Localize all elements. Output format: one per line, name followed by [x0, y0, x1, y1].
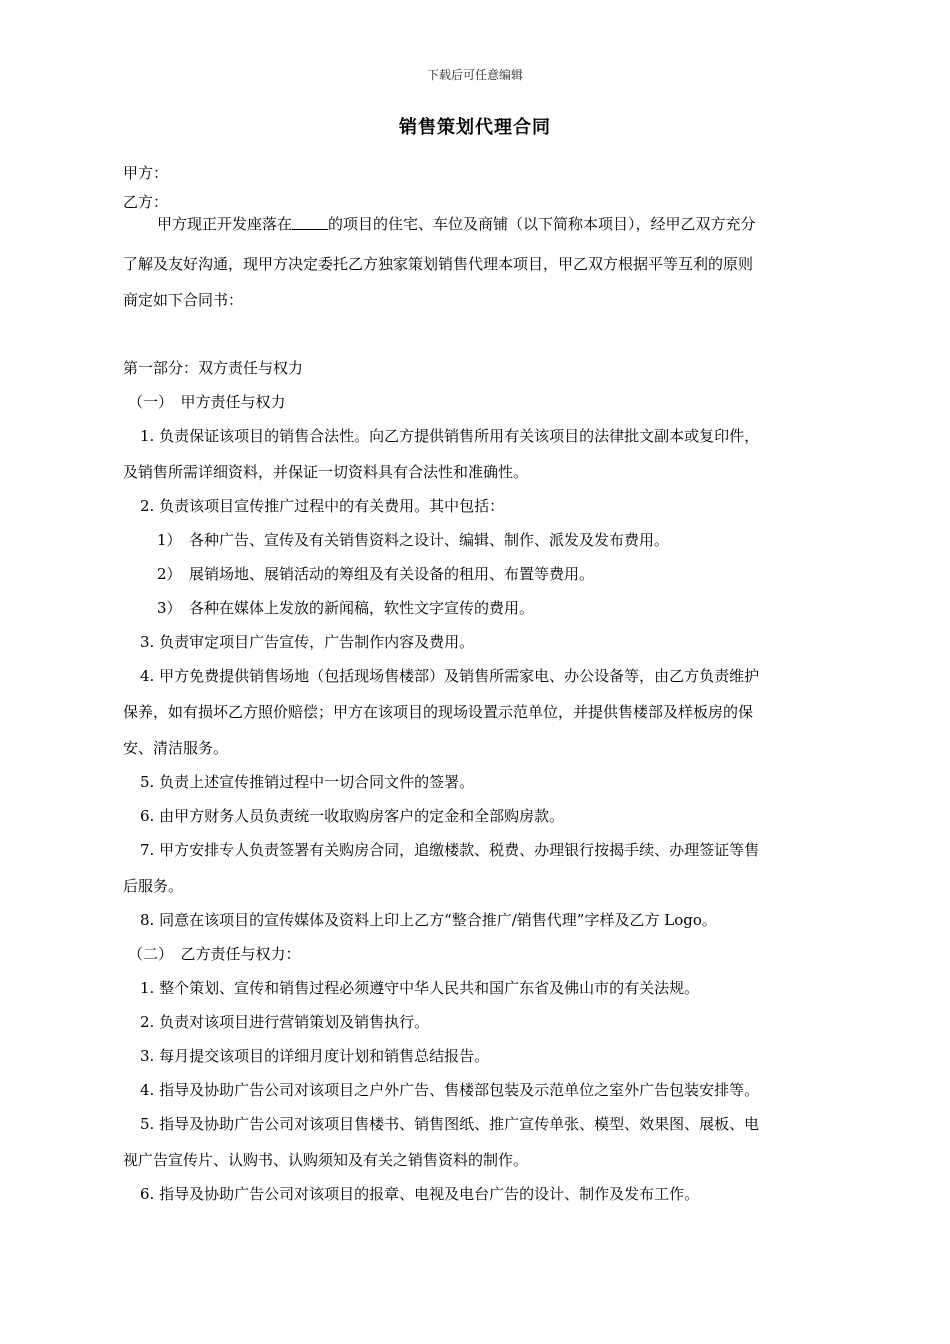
clause-a1-line-1: 1. 负责保证该项目的销售合法性。向乙方提供销售所用有关该项目的法律批文副本或复印件， — [140, 427, 760, 445]
clause-b4: 4. 指导及协助广告公司对该项目之户外广告、售楼部包装及示范单位之室外广告包装安排等。 — [140, 1081, 760, 1099]
clause-a4-line-2: 保养，如有损坏乙方照价赔偿；甲方在该项目的现场设置示范单位，并提供售楼部及样板房的保 — [123, 703, 754, 721]
clause-a2: 2. 负责该项目宣传推广过程中的有关费用。其中包括： — [140, 497, 505, 515]
clause-b3: 3. 每月提交该项目的详细月度计划和销售总结报告。 — [140, 1047, 490, 1065]
clause-a5: 5. 负责上述宣传推销过程中一切合同文件的签署。 — [140, 773, 475, 791]
intro-line-1 — [157, 213, 756, 234]
intro-line-2: 了解及友好沟通，现甲方决定委托乙方独家策划销售代理本项目，甲乙双方根据平等互利的原则 — [123, 255, 754, 273]
clause-a2-item-1: 1） 各种广告、宣传及有关销售资料之设计、编辑、制作、派发及发布费用。 — [157, 531, 670, 549]
document-title: 销售策划代理合同 — [399, 117, 551, 138]
clause-a7-line-1: 7. 甲方安排专人负责签署有关购房合同，追缴楼款、税费、办理银行按揭手续、办理签证等售 — [140, 841, 760, 859]
clause-a3: 3. 负责审定项目广告宣传，广告制作内容及费用。 — [140, 633, 475, 651]
clause-a7-line-2: 后服务。 — [123, 877, 184, 895]
clause-a4-line-1: 4. 甲方免费提供销售场地（包括现场售楼部）及销售所需家电、办公设备等，由乙方负责维护 — [140, 667, 760, 685]
intro-text-1a: 甲方现正开发座落在 — [157, 215, 293, 233]
party-b-label: 乙方： — [123, 193, 169, 211]
section-two-heading: （二） 乙方责任与权力： — [128, 945, 301, 963]
clause-b2: 2. 负责对该项目进行营销策划及销售执行。 — [140, 1013, 430, 1031]
clause-a8: 8. 同意在该项目的宣传媒体及资料上印上乙方“整合推广/销售代理”字样及乙方 Logo。 — [140, 911, 717, 929]
part-one-heading: 第一部分：双方责任与权力 — [123, 359, 304, 377]
section-one-heading: （一） 甲方责任与权力 — [128, 393, 286, 411]
clause-b5-line-2: 视广告宣传片、认购书、认购须知及有关之销售资料的制作。 — [123, 1151, 529, 1169]
party-a-label: 甲方： — [123, 164, 169, 182]
clause-a1-line-2: 及销售所需详细资料，并保证一切资料具有合法性和准确性。 — [123, 463, 529, 481]
clause-a2-item-3: 3） 各种在媒体上发放的新闻稿，软性文字宣传的费用。 — [157, 599, 535, 617]
clause-b6: 6. 指导及协助广告公司对该项目的报章、电视及电台广告的设计、制作及发布工作。 — [140, 1185, 700, 1203]
page-header: 下载后可任意编辑 — [426, 68, 523, 82]
clause-a6: 6. 由甲方财务人员负责统一收取购房客户的定金和全部购房款。 — [140, 807, 565, 825]
clause-a4-line-3: 安、清洁服务。 — [123, 739, 229, 757]
clause-b1: 1. 整个策划、宣传和销售过程必须遵守中华人民共和国广东省及佛山市的有关法规。 — [140, 979, 700, 997]
intro-line-3: 商定如下合同书： — [123, 291, 244, 309]
clause-b5-line-1: 5. 指导及协助广告公司对该项目售楼书、销售图纸、推广宣传单张、模型、效果图、展板、电 — [140, 1115, 760, 1133]
intro-text-1b: 的项目的住宅、车位及商铺（以下简称本项目），经甲乙双方充分 — [328, 215, 756, 233]
blank-field — [292, 215, 328, 230]
clause-a2-item-2: 2） 展销场地、展销活动的筹组及有关设备的租用、布置等费用。 — [157, 565, 595, 583]
